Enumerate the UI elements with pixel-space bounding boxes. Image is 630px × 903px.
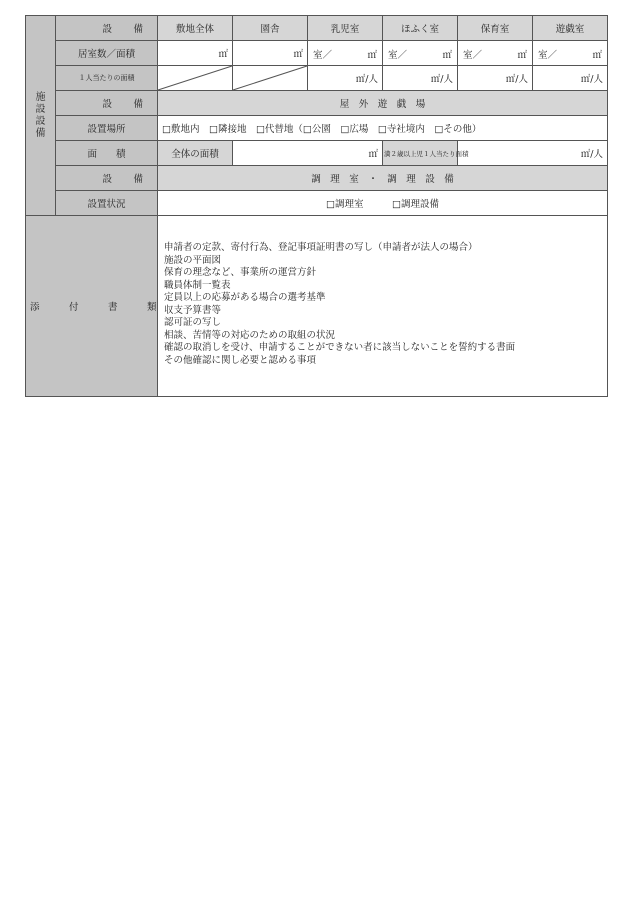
nursery-per-person-field[interactable]: ㎡/人: [458, 66, 533, 91]
col-play-room: 遊戯室: [533, 16, 608, 41]
attachment-item: 職員体制一覧表: [164, 279, 231, 291]
attachment-item: 定員以上の応募がある場合の選考基準: [164, 292, 326, 303]
section-char: 備: [35, 127, 46, 139]
total-area-text: 全体の面積: [171, 149, 219, 160]
equip-header-label: 設 備: [56, 16, 158, 41]
facility-form: [25, 15, 607, 397]
attachment-item: 申請者の定款、寄付行為、登記事項証明書の写し（申請者が法人の場合）: [164, 242, 478, 253]
room-prefix: 室／: [538, 50, 558, 61]
per-child-label: [383, 141, 469, 166]
col-crawling-room: ほふく室: [383, 16, 458, 41]
infant-per-person-field[interactable]: ㎡/人: [308, 66, 383, 91]
site-area-field[interactable]: [158, 41, 233, 66]
attachment-item: 収支予算書等: [164, 304, 222, 316]
unit-label: ㎡: [293, 49, 303, 60]
nursery-room-field[interactable]: [458, 41, 533, 66]
kitchen-options[interactable]: □調理室 □調理設備: [158, 191, 608, 216]
room-prefix: 室／: [388, 50, 408, 61]
col-nursery-room: 保育室: [458, 16, 533, 41]
per-child-field[interactable]: [458, 141, 608, 166]
attachments-list: [158, 216, 608, 397]
col-site: 敷地全体: [158, 16, 233, 41]
unit-label: ㎡: [442, 50, 452, 61]
rooms-area-label: 居室数／面積: [56, 41, 158, 66]
section-char: 施: [35, 91, 46, 103]
kitchen-status-label: 設置状況: [56, 191, 158, 216]
col-infant-room: 乳児室: [308, 16, 383, 41]
play-per-person-field[interactable]: ㎡/人: [533, 66, 608, 91]
unit-label: ㎡: [218, 49, 228, 60]
section-char: 設: [35, 103, 46, 115]
unit-label: ㎡: [592, 50, 602, 61]
attachment-item: 認可証の写し: [164, 317, 222, 328]
total-area-field[interactable]: [233, 141, 383, 166]
crawling-per-person-field[interactable]: ㎡/人: [383, 66, 458, 91]
area-label: 面 積: [56, 141, 158, 166]
unit-label: ㎡/人: [580, 149, 603, 160]
unit-label: ㎡: [517, 50, 527, 61]
per-child-text: 満２歳以上児１人当たり面積: [384, 149, 469, 158]
crawling-room-field[interactable]: [383, 41, 458, 66]
infant-room-field[interactable]: [308, 41, 383, 66]
section-facilities: [26, 16, 56, 216]
diagonal-line: [233, 66, 307, 90]
room-prefix: 室／: [313, 50, 333, 61]
col-building: 園舎: [233, 16, 308, 41]
attachment-item: その他確認に関し必要と認める事項: [164, 354, 317, 366]
unit-label: ㎡: [368, 149, 378, 160]
diagonal-line: [158, 66, 232, 90]
site-per-person-na: [158, 66, 233, 91]
attachment-item: 相談、苦情等の対応のための取組の状況: [164, 329, 336, 341]
outdoor-equip-label: 設 備: [56, 91, 158, 116]
section-char: 設: [35, 115, 46, 127]
kitchen-title: 調 理 室 ・ 調 理 設 備: [158, 166, 608, 191]
location-label: 設置場所: [56, 116, 158, 141]
building-per-person-na: [233, 66, 308, 91]
outdoor-title: 屋 外 遊 戯 場: [158, 91, 608, 116]
total-area-label: [158, 141, 233, 166]
facility-table: [25, 15, 608, 397]
attachment-item: 確認の取消しを受け、申請することができない者に該当しないことを誓約する書面: [164, 342, 516, 353]
attachments-label: 添 付 書 類: [26, 216, 158, 397]
per-person-label: １人当たりの面積: [56, 66, 158, 91]
unit-label: ㎡: [367, 50, 377, 61]
location-options[interactable]: □敷地内 □隣接地 □代替地（□公園 □広場 □寺社境内 □その他）: [158, 116, 608, 141]
kitchen-equip-label: 設 備: [56, 166, 158, 191]
room-prefix: 室／: [463, 50, 483, 61]
building-area-field[interactable]: [233, 41, 308, 66]
attachment-item: 保育の理念など、事業所の運営方針: [164, 267, 317, 278]
attachment-item: 施設の平面図: [164, 254, 222, 266]
play-room-field[interactable]: [533, 41, 608, 66]
